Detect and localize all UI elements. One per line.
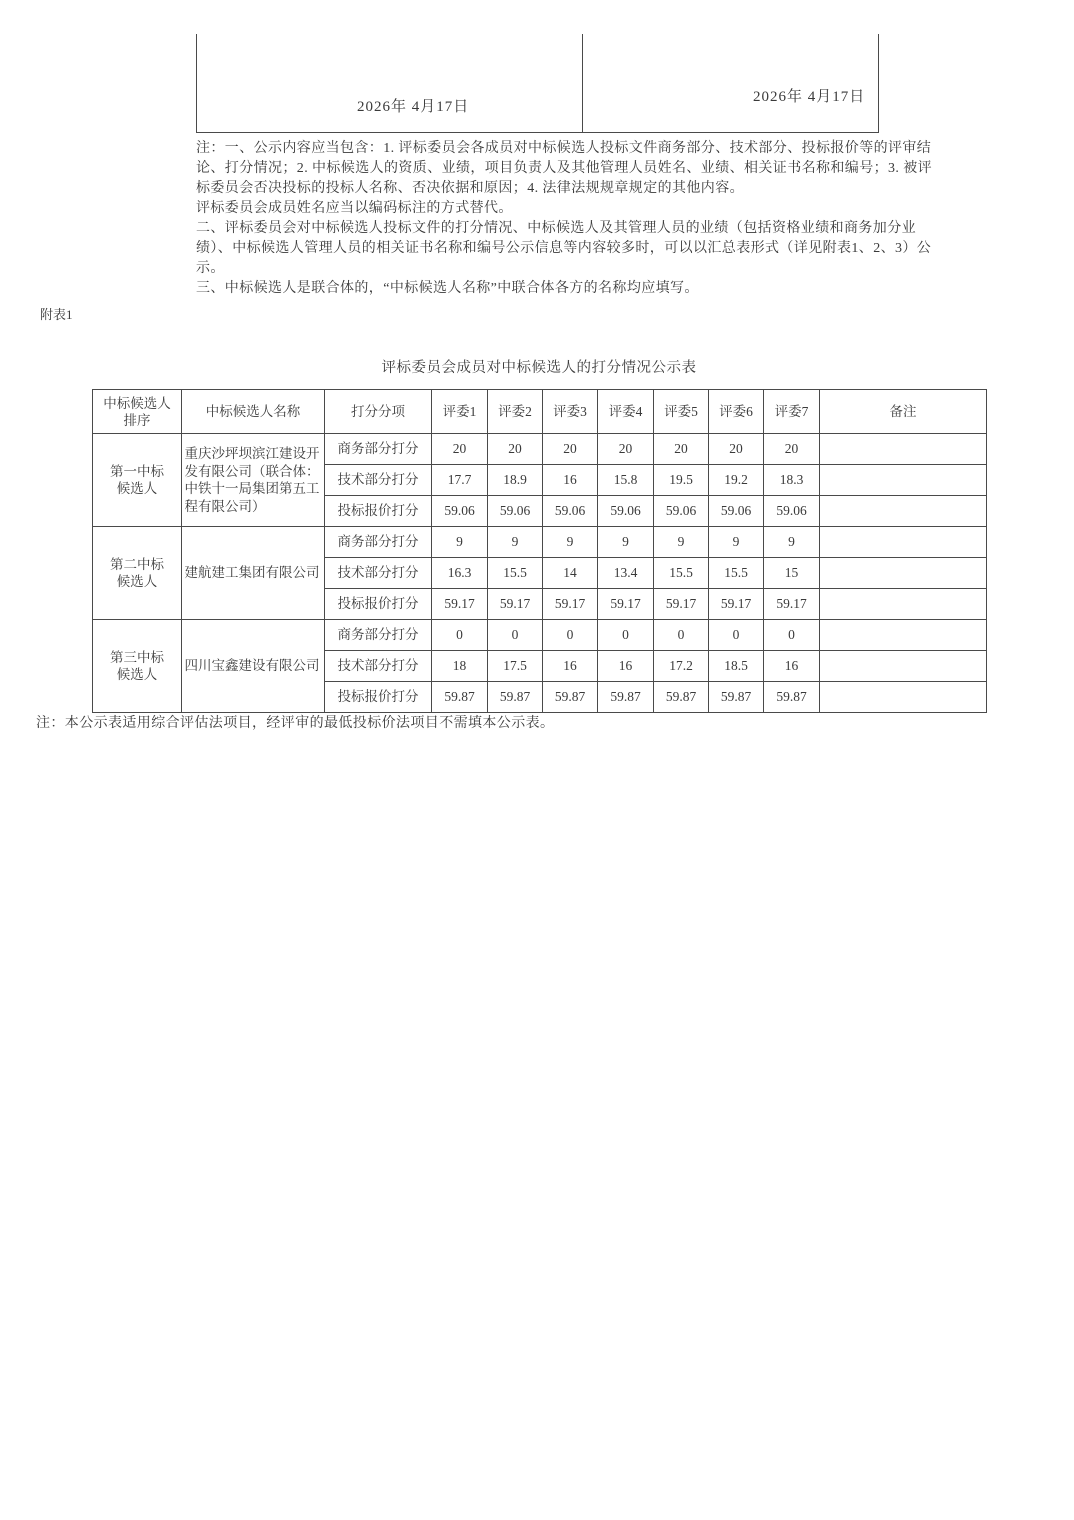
score-cell: 0 — [488, 620, 543, 651]
score-cell: 14 — [543, 558, 598, 589]
score-cell: 19.5 — [654, 465, 709, 496]
score-cell: 59.17 — [764, 589, 820, 620]
score-cell: 17.2 — [654, 651, 709, 682]
score-cell: 0 — [432, 620, 488, 651]
remark-cell — [820, 558, 987, 589]
table-row — [93, 527, 987, 558]
score-item-cell: 技术部分打分 — [325, 558, 432, 589]
score-cell: 0 — [709, 620, 764, 651]
score-cell: 16.3 — [432, 558, 488, 589]
score-cell: 20 — [432, 434, 488, 465]
column-header-remark: 备注 — [820, 390, 987, 434]
score-cell: 9 — [543, 527, 598, 558]
score-cell: 59.87 — [488, 682, 543, 713]
score-table — [92, 389, 987, 713]
score-cell: 15.5 — [488, 558, 543, 589]
score-cell: 9 — [654, 527, 709, 558]
score-cell: 9 — [488, 527, 543, 558]
score-item-cell: 商务部分打分 — [325, 527, 432, 558]
remark-cell — [820, 620, 987, 651]
score-cell: 59.06 — [598, 496, 654, 527]
score-cell: 59.06 — [709, 496, 764, 527]
score-cell: 59.87 — [432, 682, 488, 713]
score-cell: 17.7 — [432, 465, 488, 496]
column-header-candidate-name: 中标候选人名称 — [182, 390, 325, 434]
remark-cell — [820, 589, 987, 620]
score-cell: 15 — [764, 558, 820, 589]
score-cell: 59.06 — [488, 496, 543, 527]
note-line: 论、打分情况；2. 中标候选人的资质、业绩，项目负责人及其他管理人员姓名、业绩、相关证书名称和编号；3. 被评 — [196, 161, 932, 176]
note-line: 二、评标委员会对中标候选人投标文件的打分情况、中标候选人及其管理人员的业绩（包括资格业绩和商务加分业 — [196, 221, 916, 236]
score-item-cell: 投标报价打分 — [325, 682, 432, 713]
score-item-cell: 商务部分打分 — [325, 434, 432, 465]
column-header-judge5: 评委5 — [654, 390, 709, 434]
right-signature-date: 2026年 4月17日 — [753, 89, 866, 105]
note-line: 三、中标候选人是联合体的，“中标候选人名称”中联合体各方的名称均应填写。 — [196, 281, 699, 296]
rank-cell: 第一中标候选人 — [93, 434, 182, 527]
score-item-cell: 商务部分打分 — [325, 620, 432, 651]
score-cell: 0 — [764, 620, 820, 651]
score-cell: 0 — [543, 620, 598, 651]
signature-date-table — [196, 34, 879, 133]
score-cell: 59.17 — [709, 589, 764, 620]
score-cell: 59.87 — [543, 682, 598, 713]
appendix-label: 附表1 — [40, 307, 73, 322]
remark-cell — [820, 682, 987, 713]
remark-cell — [820, 465, 987, 496]
note-line: 标委员会否决投标的投标人名称、否决依据和原因；4. 法律法规规章规定的其他内容。 — [196, 181, 744, 196]
score-cell: 20 — [654, 434, 709, 465]
score-cell: 15.8 — [598, 465, 654, 496]
column-header-judge3: 评委3 — [543, 390, 598, 434]
score-cell: 20 — [709, 434, 764, 465]
column-header-judge4: 评委4 — [598, 390, 654, 434]
score-cell: 18.9 — [488, 465, 543, 496]
remark-cell — [820, 434, 987, 465]
score-cell: 20 — [598, 434, 654, 465]
score-cell: 18.3 — [764, 465, 820, 496]
score-cell: 20 — [488, 434, 543, 465]
score-cell: 9 — [598, 527, 654, 558]
score-item-cell: 投标报价打分 — [325, 496, 432, 527]
score-cell: 16 — [543, 465, 598, 496]
note-line: 评标委员会成员姓名应当以编码标注的方式替代。 — [196, 201, 513, 216]
score-cell: 59.17 — [654, 589, 709, 620]
remark-cell — [820, 651, 987, 682]
table-footnote: 注：本公示表适用综合评估法项目，经评审的最低投标价法项目不需填本公示表。 — [36, 716, 555, 731]
note-line: 绩）、中标候选人管理人员的相关证书名称和编号公示信息等内容较多时，可以以汇总表形式（详见附表1、2、3）公 — [196, 241, 932, 256]
score-cell: 17.5 — [488, 651, 543, 682]
score-cell: 0 — [654, 620, 709, 651]
table-row — [93, 620, 987, 651]
candidate-name-cell: 四川宝鑫建设有限公司 — [182, 620, 325, 713]
note-line: 示。 — [196, 261, 225, 276]
column-header-score-item: 打分分项 — [325, 390, 432, 434]
score-cell: 59.87 — [764, 682, 820, 713]
score-cell: 18 — [432, 651, 488, 682]
score-cell: 59.06 — [764, 496, 820, 527]
score-cell: 15.5 — [654, 558, 709, 589]
score-cell: 20 — [543, 434, 598, 465]
score-cell: 16 — [764, 651, 820, 682]
rank-cell: 第二中标候选人 — [93, 527, 182, 620]
score-cell: 19.2 — [709, 465, 764, 496]
score-item-cell: 投标报价打分 — [325, 589, 432, 620]
score-item-cell: 技术部分打分 — [325, 651, 432, 682]
score-cell: 59.17 — [432, 589, 488, 620]
rank-cell: 第三中标候选人 — [93, 620, 182, 713]
candidate-name-cell: 建航建工集团有限公司 — [182, 527, 325, 620]
score-table-title: 评标委员会成员对中标候选人的打分情况公示表 — [381, 360, 697, 376]
publicity-notes — [196, 139, 932, 299]
score-cell: 59.87 — [598, 682, 654, 713]
score-cell: 59.06 — [543, 496, 598, 527]
column-header-judge7: 评委7 — [764, 390, 820, 434]
score-cell: 20 — [764, 434, 820, 465]
left-signature-date: 2026年 4月17日 — [357, 99, 470, 115]
score-cell: 9 — [709, 527, 764, 558]
score-cell: 59.87 — [709, 682, 764, 713]
score-cell: 0 — [598, 620, 654, 651]
score-cell: 59.87 — [654, 682, 709, 713]
score-cell: 9 — [432, 527, 488, 558]
score-cell: 15.5 — [709, 558, 764, 589]
score-item-cell: 技术部分打分 — [325, 465, 432, 496]
signature-table-divider — [582, 34, 583, 132]
note-line: 注：一、公示内容应当包含：1. 评标委员会各成员对中标候选人投标文件商务部分、技术部分、投标报价等的评审结 — [196, 141, 932, 156]
score-cell: 59.17 — [488, 589, 543, 620]
column-header-judge6: 评委6 — [709, 390, 764, 434]
score-cell: 16 — [543, 651, 598, 682]
header-row — [93, 390, 987, 434]
score-cell: 13.4 — [598, 558, 654, 589]
candidate-name-cell: 重庆沙坪坝滨江建设开发有限公司（联合体：中铁十一局集团第五工程有限公司） — [182, 434, 325, 527]
remark-cell — [820, 496, 987, 527]
score-cell: 59.06 — [432, 496, 488, 527]
score-cell: 16 — [598, 651, 654, 682]
remark-cell — [820, 527, 987, 558]
score-cell: 59.17 — [543, 589, 598, 620]
score-cell: 9 — [764, 527, 820, 558]
column-header-judge2: 评委2 — [488, 390, 543, 434]
score-cell: 59.06 — [654, 496, 709, 527]
column-header-rank: 中标候选人排序 — [93, 390, 182, 434]
table-row — [93, 434, 987, 465]
column-header-judge1: 评委1 — [432, 390, 488, 434]
score-cell: 59.17 — [598, 589, 654, 620]
score-cell: 18.5 — [709, 651, 764, 682]
